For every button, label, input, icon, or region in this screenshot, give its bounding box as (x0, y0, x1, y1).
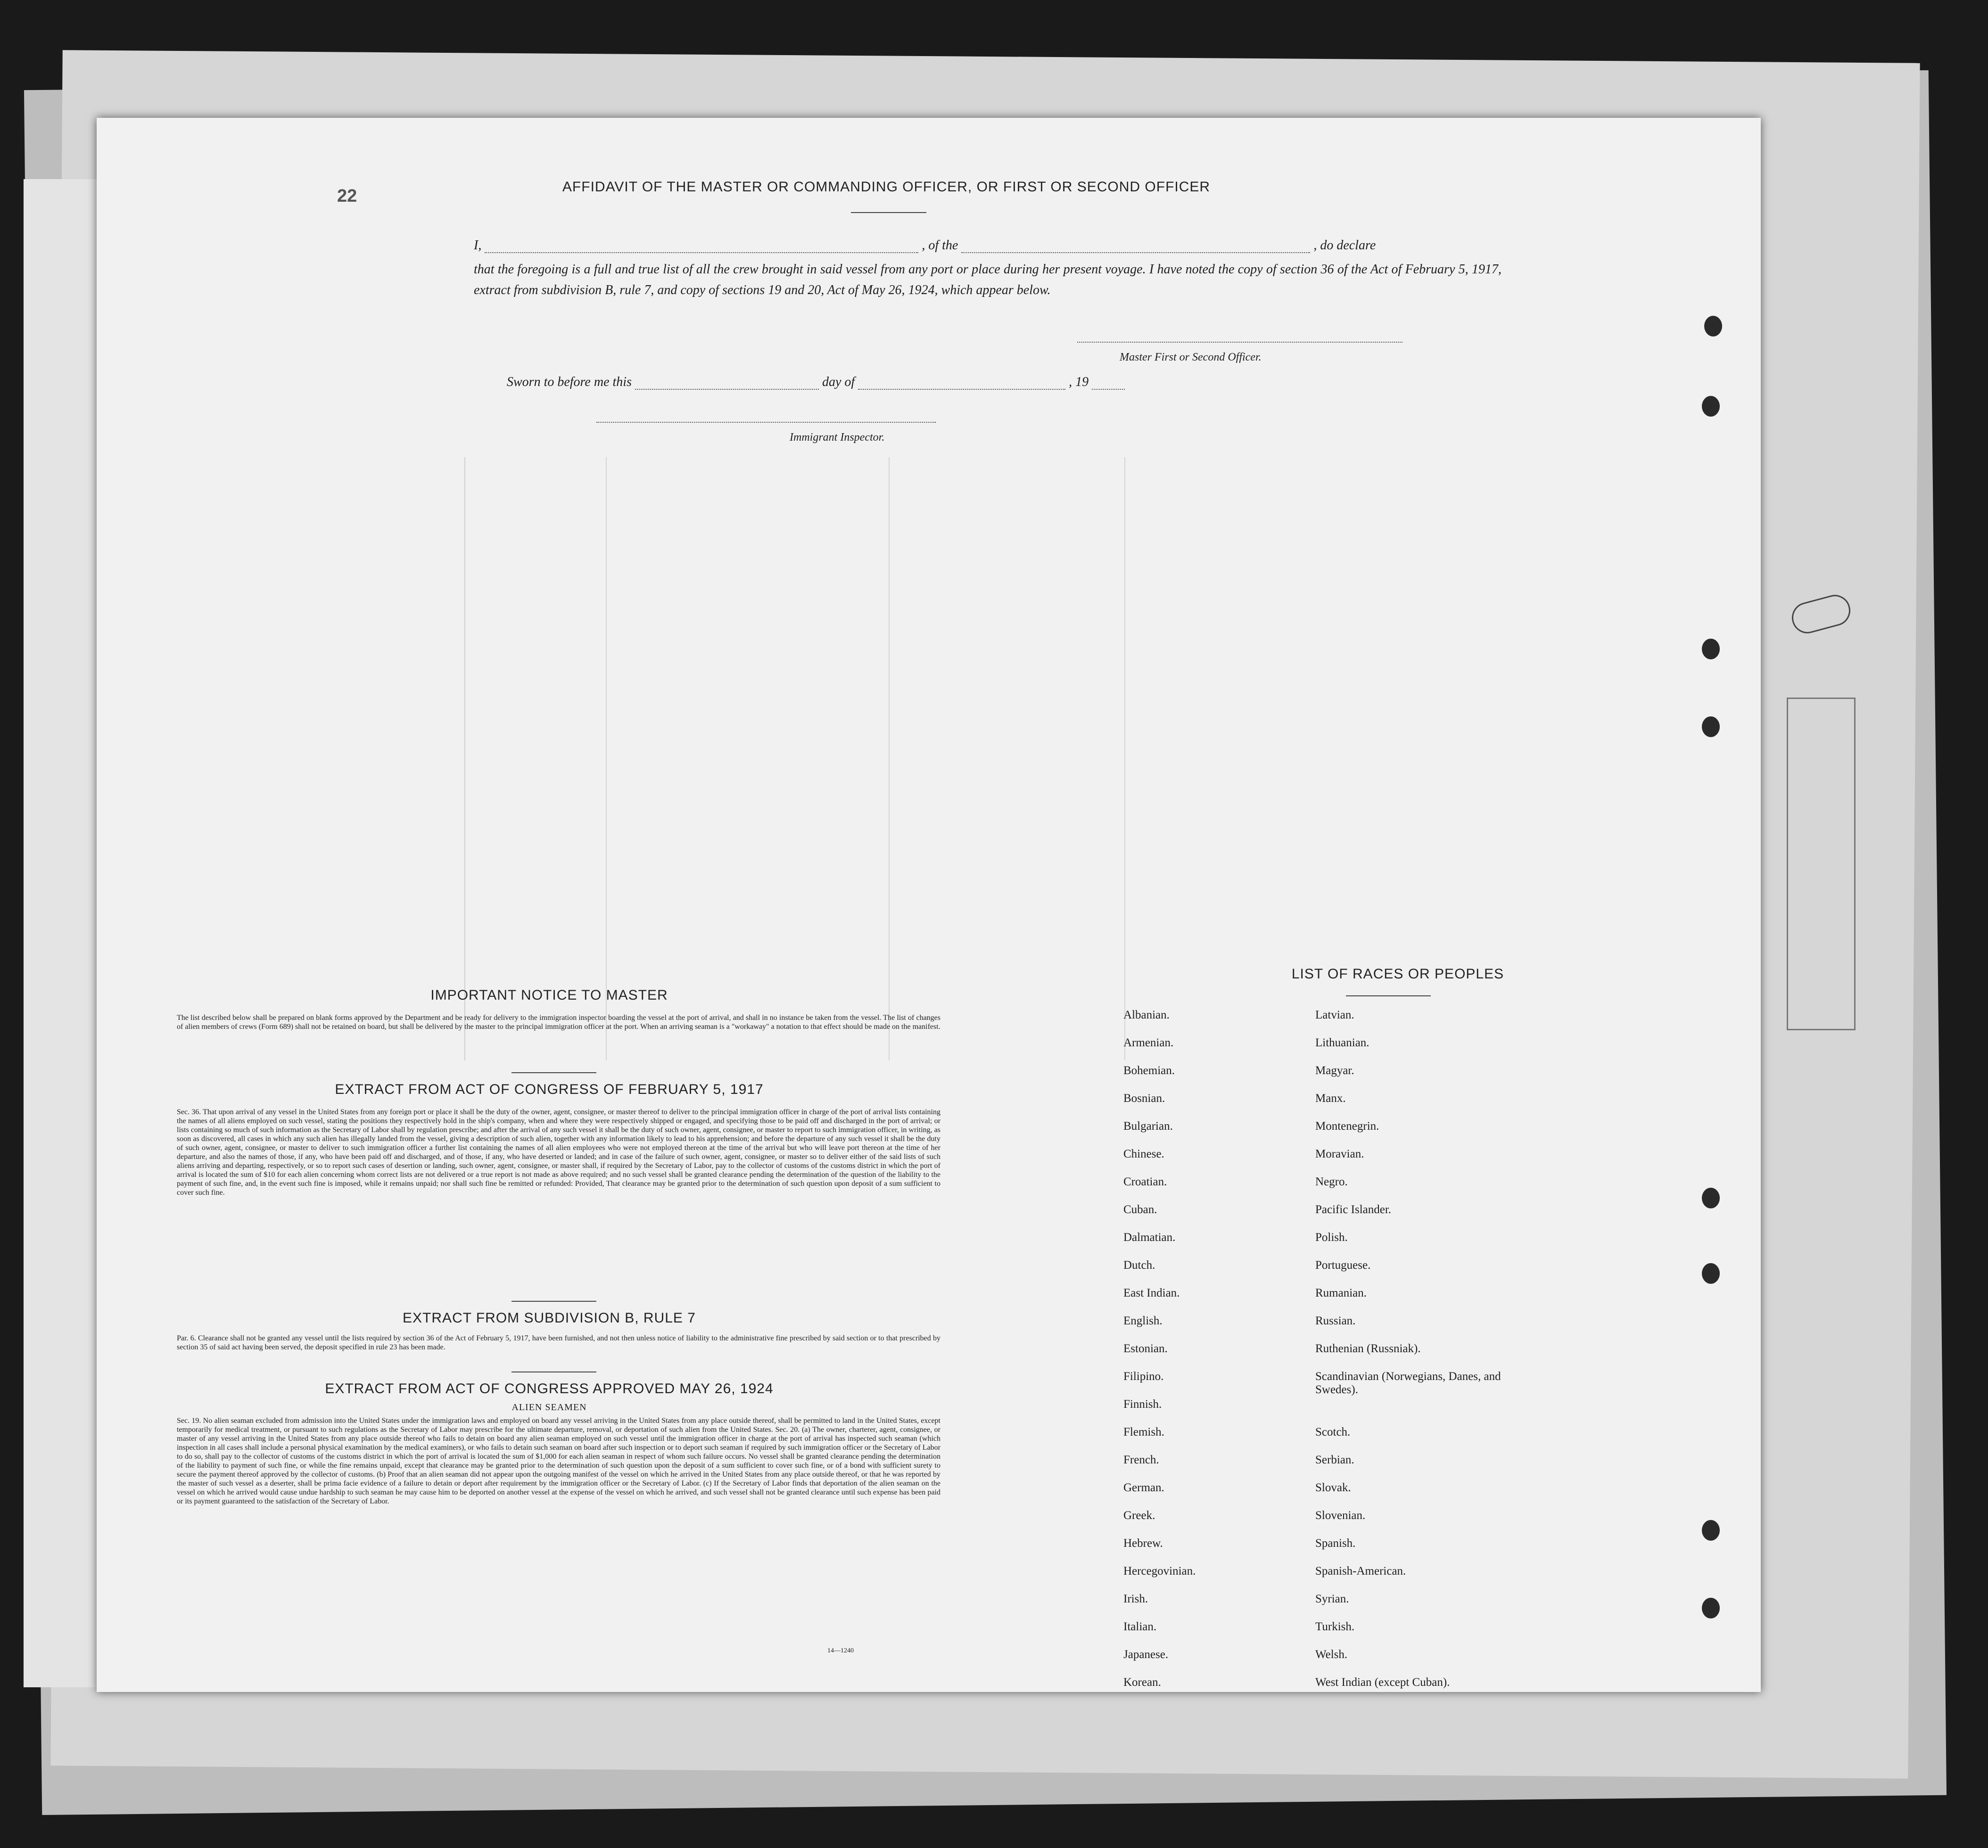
race-item: Polish. (1315, 1231, 1348, 1244)
race-item: German. (1123, 1481, 1164, 1494)
race-item: Albanian. (1123, 1009, 1170, 1021)
declaration-of-the: , of the (922, 238, 958, 253)
page-number: 22 (337, 186, 357, 206)
race-item: English. (1123, 1314, 1163, 1327)
extract-1917-text: Sec. 36. That upon arrival of any vessel in the United States from any foreign port or place it shall be the duty of the owner, agent, consignee, or master thereof to deliver to the principal immigration officer in charge of the port of arrival lists containing the names of all aliens employed on such vessel, stating the positions they respectively hold in the ship's company, when and where they were respectively shipped or engaged, and specifying those to be paid off and discharged in the port of arrival; or lists containing so much of such information as the Secretary of Labor shall by regulation prescribe; and after the arrival of any such vessel it shall be the duty of such owner, agent, consignee, or master to report to such immigration officer, in writing, as soon as discovered, all cases in which any such alien has illegally landed from the vessel, giving a description of such alien, together with any information likely to lead to his apprehension; and before the departure of any such vessel it shall be the duty of such owner, agent, consignee, or master to deliver to such immigration officer a further list containing the names of all alien employees who were not employed thereon at the time of the arrival but who will leave port thereon at the time of her departure, and also the names of those, if any, who have been paid off and discharged, and of those, if any, who have deserted or landed; and in case of the failure of such owner, agent, consignee, or master so to deliver either of the said lists of such aliens arriving and departing, respectively, or so to report such cases of desertion or landing, such owner, agent, consignee, or master shall, if required by the Secretary of Labor, pay to the collector of customs of the customs district in which the port of arrival is located the sum of $10 for each alien concerning whom correct lists are not delivered or a true report is not made as above required; and no such vessel shall be granted clearance pending the determination of the question of the liability to the payment of such fine, and, in the event such fine is imposed, while it remains unpaid; nor shall such fine be remitted or refunded: Provided, That clearance may be granted prior to the determination of such question upon deposit of a sum sufficient to cover such fine. (177, 1108, 940, 1197)
section-rule (511, 1301, 596, 1302)
inspector-signature-field[interactable] (596, 422, 936, 423)
race-item: Flemish. (1123, 1426, 1164, 1438)
sworn-line (507, 375, 1125, 390)
declarant-name-field[interactable] (485, 252, 918, 253)
inspector-label: Immigrant Inspector. (790, 431, 885, 444)
race-item: Slovenian. (1315, 1509, 1366, 1522)
signature-label: Master First or Second Officer. (1120, 351, 1262, 363)
race-item: Rumanian. (1315, 1287, 1367, 1299)
sworn-prefix: Sworn to before me this (507, 375, 632, 389)
race-item: Scandinavian (Norwegians, Danes, and Swedes). (1315, 1370, 1501, 1396)
race-item: Japanese. (1123, 1648, 1169, 1661)
race-item: Finnish. (1123, 1398, 1162, 1411)
sworn-year-field[interactable] (1092, 389, 1125, 390)
race-item: Irish. (1123, 1593, 1148, 1605)
race-item: Korean. (1123, 1676, 1161, 1689)
race-item: Pacific Islander. (1315, 1203, 1392, 1216)
race-item: Moravian. (1315, 1148, 1364, 1160)
race-item: Greek. (1123, 1509, 1155, 1522)
punch-hole (1702, 639, 1720, 659)
rule7-text: Par. 6. Clearance shall not be granted any vessel until the lists required by section 36 of the Act of February 5, 1917, have been furnished, and not then unless notice of liability to the administrative fine prescribed by said section or to that prescribed by section 35 of said act having been served, the deposit specified in rule 23 has been made. (177, 1334, 940, 1351)
punch-hole (1702, 1263, 1720, 1284)
race-item: Hebrew. (1123, 1537, 1163, 1550)
declaration-body: that the foregoing is a full and true list of all the crew brought in said vessel from any port or place during her present voyage. I have noted the copy of section 36 of the Act of February 5, 1917, extract from subdivision B, rule 7, and copy of sections 19 and 20, Act of May 26, 1924, which appear below. (474, 262, 1501, 297)
race-item: East Indian. (1123, 1287, 1180, 1299)
back-sheet-edge (1773, 156, 1961, 1051)
race-item: Italian. (1123, 1620, 1157, 1633)
race-item: West Indian (except Cuban). (1315, 1676, 1450, 1689)
race-item: Portuguese. (1315, 1259, 1371, 1272)
race-item: Croatian. (1123, 1175, 1167, 1188)
extract-1924-title: EXTRACT FROM ACT OF CONGRESS APPROVED MAY 26, 1924 (325, 1381, 774, 1396)
signature-field[interactable] (1077, 342, 1402, 343)
race-item: Turkish. (1315, 1620, 1355, 1633)
declaration-declare: , do declare (1313, 238, 1376, 253)
race-item: Negro. (1315, 1175, 1348, 1188)
punch-hole (1702, 716, 1720, 737)
sworn-day-field[interactable] (635, 389, 819, 390)
races-rule (1346, 995, 1431, 996)
race-item: Welsh. (1315, 1648, 1348, 1661)
race-item: Ruthenian (Russniak). (1315, 1342, 1421, 1355)
race-item: Cuban. (1123, 1203, 1157, 1216)
punch-hole (1702, 1598, 1720, 1618)
race-item: Latvian. (1315, 1009, 1354, 1021)
race-item: Montenegrin. (1315, 1120, 1379, 1133)
race-item: Russian. (1315, 1314, 1356, 1327)
race-item: Bulgarian. (1123, 1120, 1173, 1133)
rule7-title: EXTRACT FROM SUBDIVISION B, RULE 7 (403, 1310, 696, 1326)
race-item: Spanish. (1315, 1537, 1356, 1550)
sworn-month-field[interactable] (858, 389, 1065, 390)
race-item: Chinese. (1123, 1148, 1164, 1160)
notice-text: The list described below shall be prepared on blank forms approved by the Department and be ready for delivery to the immigration inspector boarding the vessel at the port of arrival, and shall in no instance be taken from the vessel. The list of changes of alien members of crews (Form 689) shall not be retained on board, but shall be delivered by the master to the principal immigration officer at the port. When an arriving seaman is a "workaway" a notation to that effect should be made on the manifest. (177, 1014, 940, 1031)
vessel-name-field[interactable] (961, 252, 1310, 253)
declaration-line (474, 238, 1501, 253)
race-item: Dalmatian. (1123, 1231, 1176, 1244)
race-item: Bohemian. (1123, 1064, 1175, 1077)
section-rule (511, 1072, 596, 1073)
punch-hole (1702, 1520, 1720, 1541)
race-item: Estonian. (1123, 1342, 1168, 1355)
extract-1917-title: EXTRACT FROM ACT OF CONGRESS OF FEBRUARY 5, 1917 (335, 1082, 764, 1097)
form-number: 14—1240 (827, 1647, 854, 1654)
race-item: Magyar. (1315, 1064, 1354, 1077)
race-item: Spanish-American. (1315, 1565, 1406, 1577)
form-page (97, 118, 1761, 1692)
race-item: Scotch. (1315, 1426, 1351, 1438)
title-rule (851, 212, 926, 213)
back-sheet-grid (1787, 698, 1856, 1030)
extract-1924-text: Sec. 19. No alien seaman excluded from admission into the United States under the immigration laws and employed on board any vessel arriving in the United States from any place outside thereof, shall be permitted to land in the United States, except temporarily for medical treatment, or pursuant to such regulations as the Secretary of Labor may prescribe for the ultimate departure, removal, or deportation of such alien from the United States. Sec. 20. (a) The owner, charterer, agent, consignee, or master of any vessel arriving in the United States from any place outside thereof who fails to detain on board any alien seaman employed on such vessel until the immigration officer in charge at the port of arrival has inspected such seaman (which inspection in all cases shall include a personal physical examination by the medical examiners), or who fails to detain such seaman on board after such inspection or to deport such seaman if required by such immigration officer or the Secretary of Labor to do so, shall pay to the collector of customs of the customs district in which the port of arrival is located the sum of $1,000 for each alien seaman in respect of whom such failure occurs. No vessel shall be granted clearance pending the determination of the liability to payment of such fine, or while the fine remains unpaid, except that clearance may be granted prior to the determination of such question upon the deposit of a sum sufficient to cover such fine, or of a bond with sufficient surety to secure the payment thereof approved by the collector of customs. (b) Proof that an alien seaman did not appear upon the outgoing manifest of the vessel on which he arrived in the United States from any place outside thereof, or that he was reported by the master of such vessel as a deserter, shall be prima facie evidence of a failure to detain or deport after requirement by the immigration officer or the Secretary of Labor. (c) If the Secretary of Labor finds that deportation of the alien seaman on the vessel on which he arrived would cause undue hardship to such seaman he may cause him to be deported on another vessel at the expense of the vessel on which he arrived, and such vessel shall not be granted clearance until such expense has been paid or its payment guaranteed to the satisfaction of the Secretary of Labor. (177, 1417, 940, 1505)
affidavit-title: AFFIDAVIT OF THE MASTER OR COMMANDING OFFICER, OR FIRST OR SECOND OFFICER (562, 179, 1211, 195)
race-item: Bosnian. (1123, 1092, 1165, 1105)
punch-hole (1704, 316, 1722, 337)
string-tag (1789, 591, 1854, 637)
races-title: LIST OF RACES OR PEOPLES (1291, 966, 1504, 982)
race-item: Serbian. (1315, 1454, 1354, 1466)
notice-title: IMPORTANT NOTICE TO MASTER (430, 987, 668, 1003)
race-item: Filipino. (1123, 1370, 1164, 1383)
race-item: Slovak. (1315, 1481, 1351, 1494)
race-item: Armenian. (1123, 1036, 1174, 1049)
race-item: Manx. (1315, 1092, 1346, 1105)
declaration-i: I, (474, 238, 482, 253)
race-item: Hercegovinian. (1123, 1565, 1196, 1577)
sworn-year-label: , 19 (1069, 375, 1089, 389)
extract-1924-subtitle: ALIEN SEAMEN (511, 1402, 587, 1413)
race-item: Lithuanian. (1315, 1036, 1369, 1049)
race-item: Dutch. (1123, 1259, 1155, 1272)
punch-hole (1702, 1188, 1720, 1208)
sworn-day-label: day of (822, 375, 855, 389)
race-item: Syrian. (1315, 1593, 1349, 1605)
punch-hole (1702, 396, 1720, 417)
race-item: French. (1123, 1454, 1159, 1466)
